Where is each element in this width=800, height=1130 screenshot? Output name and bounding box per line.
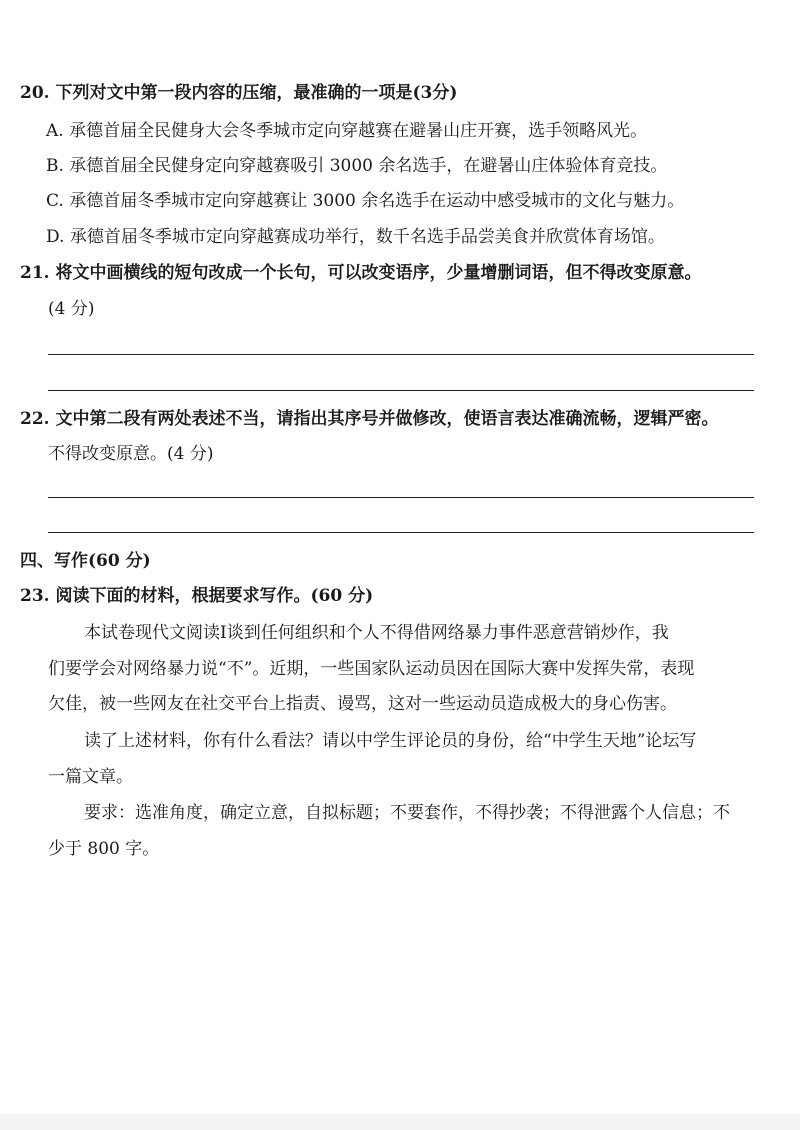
q21-answer-line-1: [48, 354, 754, 355]
q21-answer-line-2: [48, 390, 754, 391]
q23-stem: 23. 阅读下面的材料，根据要求写作。(60 分): [20, 586, 374, 606]
q21-stem: 21. 将文中画横线的短句改成一个长句，可以改变语序，少量增删词语，但不得改变原意。: [20, 263, 702, 283]
q21-points: (4 分): [48, 299, 95, 319]
q23-requirement-line-1: 要求：选准角度，确定立意，自拟标题；不要套作，不得抄袭；不得泄露个人信息；不: [84, 803, 730, 823]
q20-option-c: C. 承德首届冬季城市定向穿越赛让 3000 余名选手在运动中感受城市的文化与魅力。: [46, 191, 685, 211]
q23-material-line-2: 们要学会对网络暴力说“不”。近期，一些国家队运动员因在国际大赛中发挥失常，表现: [48, 659, 695, 679]
q23-requirement-line-2: 少于 800 字。: [48, 839, 160, 859]
q23-prompt-line-2: 一篇文章。: [48, 767, 133, 787]
q23-material-line-1: 本试卷现代文阅读Ⅰ谈到任何组织和个人不得借网络暴力事件恶意营销炒作，我: [84, 623, 669, 643]
q20-option-a: A. 承德首届全民健身大会冬季城市定向穿越赛在避暑山庄开赛，选手领略风光。: [46, 121, 648, 141]
q20-option-d: D. 承德首届冬季城市定向穿越赛成功举行，数千名选手品尝美食并欣赏体育场馆。: [46, 227, 665, 247]
q23-material-line-3: 欠佳，被一些网友在社交平台上指责、谩骂，这对一些运动员造成极大的身心伤害。: [48, 694, 677, 714]
q20-stem: 20. 下列对文中第一段内容的压缩，最准确的一项是(3分): [20, 83, 458, 103]
q20-option-b: B. 承德首届全民健身定向穿越赛吸引 3000 余名选手，在避暑山庄体验体育竞技。: [46, 156, 668, 176]
q22-stem: 22. 文中第二段有两处表述不当，请指出其序号并做修改，使语言表达准确流畅，逻辑严密。: [20, 409, 719, 429]
scan-bottom-edge: [0, 1114, 800, 1130]
q22-answer-line-2: [48, 532, 754, 533]
q22-stem-cont: 不得改变原意。(4 分): [48, 444, 214, 464]
section-title-writing: 四、写作(60 分): [20, 551, 151, 571]
q22-answer-line-1: [48, 497, 754, 498]
q23-prompt-line-1: 读了上述材料，你有什么看法？请以中学生评论员的身份，给“中学生天地”论坛写: [84, 731, 697, 751]
